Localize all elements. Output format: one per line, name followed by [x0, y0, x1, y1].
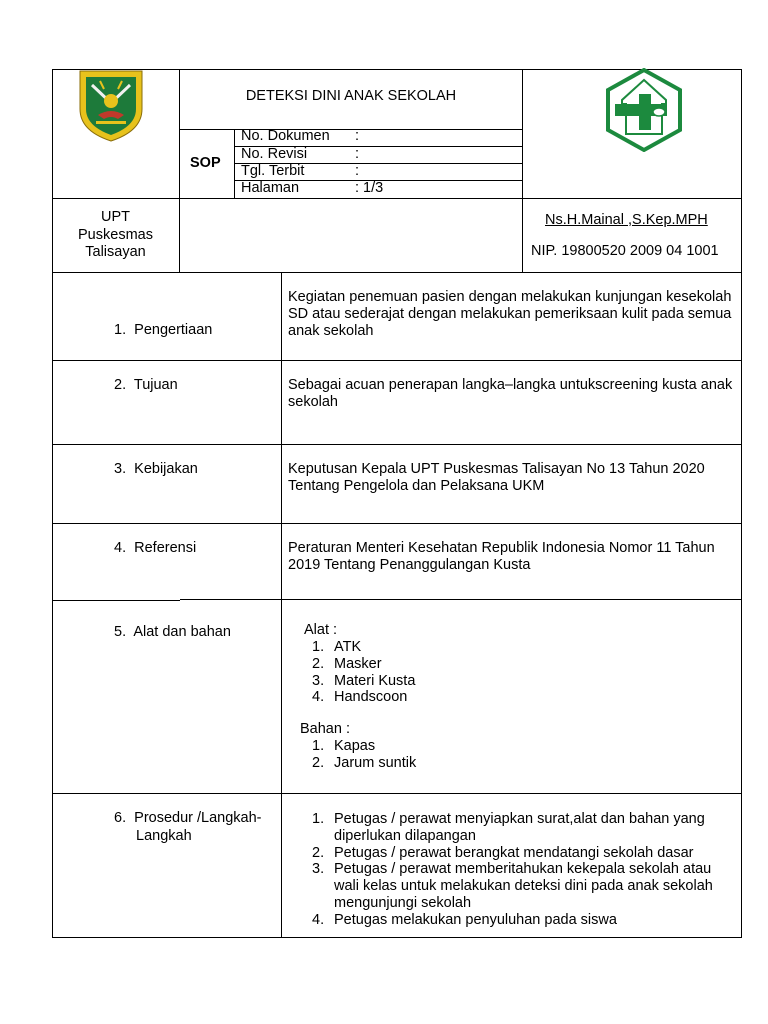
divider [52, 360, 742, 361]
list-item: 2. Petugas / perawat berangkat mendatangi sekolah dasar [312, 844, 694, 861]
divider [52, 600, 180, 601]
border-left [52, 69, 53, 938]
signer-nip: NIP. 19800520 2009 04 1001 [531, 243, 719, 259]
border-bottom [52, 937, 742, 938]
list-item: 1. Kapas [312, 738, 376, 754]
list-item: 2. Masker [312, 655, 382, 672]
signer-name: Ns.H.Mainal ,S.Kep.MPH [545, 212, 708, 228]
divider [52, 444, 742, 445]
meta-halaman-value: : 1/3 [355, 180, 384, 196]
list-item: 4. Petugas melakukan penyuluhan pada siswa [312, 911, 617, 928]
divider [180, 599, 742, 600]
alat-list [312, 639, 612, 706]
meta-no-revisi-label: No. Revisi [241, 146, 308, 162]
list-item: 3. Materi Kusta [312, 672, 416, 689]
section-content-kebijakan: Keputusan Kepala UPT Puskesmas Talisayan No 13 Tahun 2020 Tentang Pengelola dan Pelaksana UKM [288, 461, 705, 494]
divider [52, 793, 742, 794]
section-label-referensi: 4. Referensi [114, 540, 197, 556]
divider [52, 523, 742, 524]
document-title: DETEKSI DINI ANAK SEKOLAH [245, 88, 457, 104]
meta-no-dokumen-value: : [355, 128, 360, 144]
divider [52, 198, 742, 199]
section-label-kebijakan: 3. Kebijakan [114, 461, 198, 477]
border-right [741, 69, 742, 938]
section-content-pengertian: Kegiatan penemuan pasien dengan melakukan kunjungan kesekolah SD atau sederajat dengan melakukan pemeriksaan kulit pada semua anak sekolah [288, 289, 732, 339]
puskesmas-logo-icon [604, 68, 684, 152]
org-line-2: Puskesmas [78, 226, 153, 243]
list-item: 4. Handscoon [312, 689, 408, 706]
section-content-referensi: Peraturan Menteri Kesehatan Republik Indonesia Nomor 11 Tahun 2019 Tentang Penanggulangan Kusta [288, 540, 715, 573]
meta-no-dokumen-label: No. Dokumen [241, 128, 330, 144]
org-line-1: UPT [101, 209, 130, 225]
meta-halaman-label: Halaman [241, 180, 300, 196]
divider [281, 272, 282, 938]
org-name [52, 209, 179, 262]
prosedur-label-line-2: Langkah [136, 827, 192, 844]
regency-coat-of-arms-icon [78, 69, 144, 143]
bahan-heading: Bahan : [300, 721, 350, 737]
alat-heading: Alat : [304, 622, 338, 638]
list-item: 1. Petugas / perawat menyiapkan surat,alat dan bahan yang diperlukan dilapangan [312, 811, 705, 844]
section-label-tujuan: 2. Tujuan [114, 377, 178, 393]
list-item: 1. ATK [312, 639, 362, 655]
section-label-alat-bahan: 5. Alat dan bahan [114, 624, 231, 640]
divider [522, 69, 523, 273]
list-item: 3. Petugas / perawat memberitahukan kekepala sekolah atau wali kelas untuk melakukan deteksi dini pada anak sekolah mengunjungi sekolah [312, 861, 713, 911]
org-line-3: Talisayan [85, 244, 146, 260]
list-item: 2. Jarum suntik [312, 754, 417, 771]
prosedur-steps [312, 811, 738, 929]
meta-tgl-terbit-label: Tgl. Terbit [241, 163, 305, 179]
prosedur-label-line-1: 6. Prosedur /Langkah- [114, 810, 262, 826]
sop-label: SOP [190, 155, 221, 171]
bahan-list [312, 738, 612, 772]
meta-no-revisi-value: : [355, 146, 360, 162]
meta-tgl-terbit-value: : [355, 163, 360, 179]
divider [179, 129, 522, 130]
divider [52, 272, 742, 273]
section-label-pengertian: 1. Pengertiaan [114, 322, 213, 338]
section-content-tujuan: Sebagai acuan penerapan langka–langka untukscreening kusta anak sekolah [288, 377, 733, 410]
section-label-prosedur [114, 810, 262, 845]
